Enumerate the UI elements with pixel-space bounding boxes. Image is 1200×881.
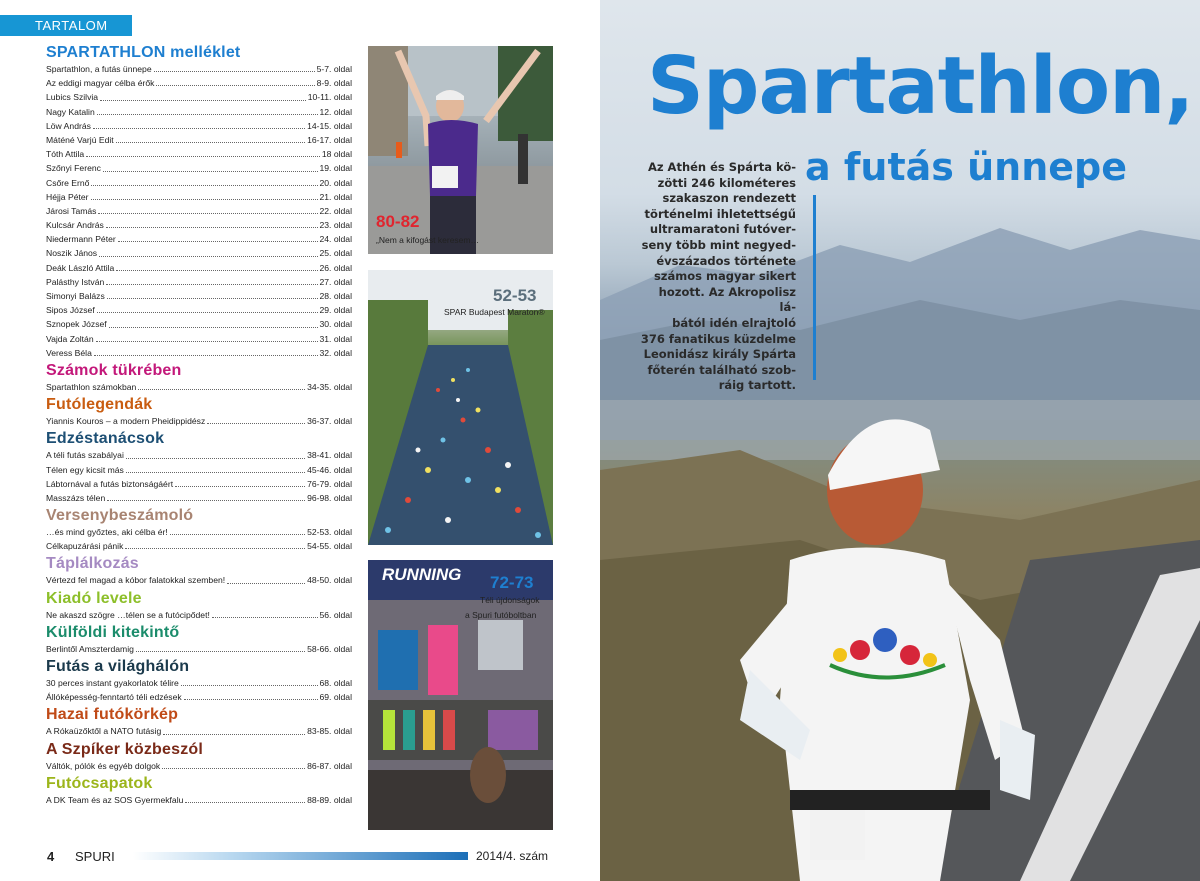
toc-entry-label: Télen egy kicsit más — [46, 464, 124, 475]
toc-dot-leader — [212, 608, 318, 618]
lead-line: szakaszon rendezett — [662, 191, 796, 206]
page-footer — [0, 846, 600, 866]
toc-entry-pages: 5-7. oldal — [316, 64, 352, 74]
toc-entry-pages: 56. oldal — [319, 609, 352, 620]
lead-line: 376 fanatikus küzdelme — [640, 331, 796, 346]
lead-line: főterén található szob- — [647, 362, 796, 377]
toc-entry-label: Masszázs télen — [46, 492, 106, 503]
toc-entry[interactable] — [46, 525, 352, 539]
article-subheadline: a futás ünnepe — [805, 145, 1128, 189]
photo-page-ref: 72-73 — [490, 573, 534, 592]
toc-entry-pages: 52-53. oldal — [307, 527, 352, 538]
toc-dot-leader — [125, 539, 305, 549]
toc-section-title: Külföldi kitekintő — [46, 623, 180, 641]
lead-line: zötti 246 kilométeres — [657, 175, 796, 190]
toc-dot-leader — [156, 76, 314, 86]
toc-section-title: Számok tükrében — [46, 361, 182, 379]
toc-entry[interactable] — [46, 246, 352, 260]
toc-entry-pages: 27. oldal — [319, 276, 352, 287]
toc-section-title: Futólegendák — [46, 396, 153, 414]
toc-entry-label: Kulcsár András — [46, 220, 104, 231]
toc-entry[interactable] — [46, 147, 352, 161]
toc-entry-label: Vajda Zoltán — [46, 333, 94, 344]
section-tab — [0, 15, 132, 36]
toc-entry[interactable] — [46, 690, 352, 704]
toc-entry[interactable] — [46, 317, 352, 331]
toc-entry[interactable] — [46, 448, 352, 462]
right-page — [600, 0, 1200, 881]
toc-dot-leader — [96, 332, 318, 342]
toc-dot-leader — [100, 90, 306, 100]
toc-entry-pages: 30. oldal — [319, 319, 352, 330]
marathon-crowd-photo — [368, 270, 553, 545]
lead-line: Leonidász király Spárta — [643, 347, 796, 362]
toc-entry[interactable] — [46, 539, 352, 553]
toc-entry-pages: 32. oldal — [319, 347, 352, 358]
toc-entry-pages: 38-41. oldal — [307, 450, 352, 461]
toc-entry-label: Tóth Attila — [46, 149, 85, 160]
toc-entry[interactable] — [46, 62, 352, 76]
toc-entry[interactable] — [46, 380, 352, 394]
runner-photo — [368, 46, 553, 254]
toc-entry[interactable] — [46, 275, 352, 289]
toc-entry-label: Noszik János — [46, 248, 98, 259]
toc-section-title: Edzéstanácsok — [46, 430, 165, 448]
toc-entry-pages: 76-79. oldal — [307, 478, 352, 489]
toc-entry-label: Állóképesség-fenntartó téli edzések — [46, 692, 182, 703]
toc-entry-pages: 22. oldal — [319, 205, 352, 216]
toc-entry-pages: 16-17. oldal — [307, 134, 352, 145]
toc-entry-label: Csőre Ernő — [46, 177, 90, 188]
running-shop-photo — [368, 560, 553, 830]
toc-dot-leader — [154, 62, 315, 72]
toc-entry-label: Szőnyi Ferenc — [46, 163, 101, 174]
toc-entry-pages: 36-37. oldal — [307, 416, 352, 427]
toc-entry-pages: 86-87. oldal — [307, 760, 352, 771]
toc-dot-leader — [97, 303, 318, 313]
toc-dot-leader — [136, 642, 305, 652]
toc-entry[interactable] — [46, 232, 352, 246]
toc-entry-pages: 58-66. oldal — [307, 643, 352, 654]
toc-entry[interactable] — [46, 573, 352, 587]
lead-line: seny több mint negyed- — [641, 237, 796, 252]
lead-line: történelmi ihletettségű — [644, 206, 796, 221]
toc-entry[interactable] — [46, 218, 352, 232]
toc-dot-leader — [91, 190, 318, 200]
toc-dot-leader — [109, 317, 318, 327]
toc-entry-label: A téli futás szabályai — [46, 450, 124, 461]
toc-entry-label: Héjja Péter — [46, 191, 89, 202]
lead-line: bától idén elrajtoló — [672, 315, 796, 330]
toc-entry[interactable] — [46, 90, 352, 104]
toc-dot-leader — [185, 793, 305, 803]
lead-line: Az Athén és Spárta kö- — [647, 160, 796, 174]
toc-entry-pages: 24. oldal — [319, 234, 352, 245]
toc-entry[interactable] — [46, 76, 352, 90]
toc-entry[interactable] — [46, 204, 352, 218]
lead-line: ráig tartott. — [718, 378, 796, 393]
toc-entry-label: 30 perces instant gyakorlatok télire — [46, 678, 179, 688]
lead-line: hozott. Az Akropolisz lá- — [658, 284, 796, 315]
toc-entry-pages: 18 oldal — [321, 149, 352, 160]
toc-dot-leader — [106, 218, 318, 228]
lead-line: számos magyar sikert — [653, 269, 796, 284]
photo-caption: SPAR Budapest Maraton® — [444, 307, 545, 317]
toc-dot-leader — [94, 346, 318, 356]
toc-dot-leader — [118, 232, 318, 242]
toc-entry-pages: 54-55. oldal — [307, 541, 352, 552]
lead-line: ultramaratoni futóver- — [649, 222, 796, 237]
toc-entry-pages: 31. oldal — [319, 333, 352, 344]
toc-section-title: A Szpíker közbeszól — [46, 740, 204, 758]
toc-dot-leader — [98, 204, 317, 214]
toc-section-title: Futócsapatok — [46, 774, 153, 792]
toc-entry-pages: 48-50. oldal — [307, 575, 352, 586]
table-of-contents — [46, 42, 352, 807]
toc-entry-pages: 10-11. oldal — [307, 92, 352, 103]
toc-entry-label: Lubics Szilvia — [46, 92, 99, 103]
toc-dot-leader — [99, 246, 317, 256]
toc-entry-pages: 96-98. oldal — [307, 492, 352, 503]
cover-photo — [600, 0, 1200, 881]
toc-entry-pages: 68. oldal — [319, 678, 352, 688]
toc-entry-label: …és mind győztes, aki célba ér! — [46, 527, 168, 538]
toc-dot-leader — [91, 176, 317, 186]
toc-dot-leader — [227, 573, 305, 583]
toc-entry-label: Váltók, pólók és egyéb dolgok — [46, 760, 161, 771]
toc-entry[interactable] — [46, 477, 352, 491]
toc-dot-leader — [181, 676, 318, 686]
issue-number: 2014/4. szám — [476, 849, 549, 863]
lead-line: évszázados története — [656, 253, 796, 268]
toc-entry-pages: 45-46. oldal — [307, 464, 352, 475]
photo-caption: Téli újdonságok — [480, 595, 540, 605]
toc-entry-label: Yiannis Kouros – a modern Pheidippidész — [46, 416, 206, 427]
toc-entry-label: Sipos József — [46, 305, 95, 316]
toc-entry-label: A Rókaüzőktől a NATO futásig — [46, 726, 162, 737]
toc-entry-label: Niedermann Péter — [46, 234, 116, 245]
toc-entry-label: Spartathlon számokban — [46, 381, 137, 392]
toc-entry-label: Simonyi Balázs — [46, 291, 105, 301]
toc-dot-leader — [138, 380, 305, 390]
toc-section-title: SPARTATHLON melléklet — [46, 44, 241, 61]
toc-entry[interactable] — [46, 332, 352, 346]
footer-gradient-bar — [133, 852, 468, 860]
toc-dot-leader — [175, 477, 305, 487]
toc-entry[interactable] — [46, 414, 352, 428]
toc-entry-label: Máténé Varjú Edit — [46, 134, 114, 145]
toc-entry-pages: 34-35. oldal — [307, 381, 352, 392]
toc-dot-leader — [170, 525, 305, 535]
toc-entry[interactable] — [46, 642, 352, 656]
toc-dot-leader — [116, 133, 305, 143]
toc-entry-pages: 12. oldal — [319, 106, 352, 117]
toc-entry-pages: 88-89. oldal — [307, 794, 352, 805]
toc-entry[interactable] — [46, 261, 352, 275]
toc-entry[interactable] — [46, 161, 352, 175]
toc-section-title: Táplálkozás — [46, 555, 139, 573]
toc-dot-leader — [162, 759, 305, 769]
article-headline: Spartathlon, — [647, 40, 1194, 132]
toc-entry[interactable] — [46, 491, 352, 505]
toc-entry-pages: 19. oldal — [319, 163, 352, 174]
toc-entry[interactable] — [46, 289, 352, 303]
toc-entry[interactable] — [46, 676, 352, 690]
toc-dot-leader — [207, 414, 305, 424]
toc-entry-pages: 21. oldal — [319, 191, 352, 202]
toc-entry-label: Az eddigi magyar célba érők — [46, 78, 155, 89]
toc-dot-leader — [97, 105, 318, 115]
toc-entry-label: Járosi Tamás — [46, 205, 97, 216]
article-lead — [640, 160, 796, 394]
toc-entry-label: Ne akaszd szögre …télen se a futócipődet! — [46, 609, 210, 620]
toc-entry[interactable] — [46, 793, 352, 807]
toc-entry-pages: 20. oldal — [319, 177, 352, 188]
toc-entry[interactable] — [46, 724, 352, 738]
toc-entry[interactable] — [46, 176, 352, 190]
toc-entry[interactable] — [46, 463, 352, 477]
toc-dot-leader — [126, 448, 305, 458]
toc-entry-pages: 83-85. oldal — [307, 726, 352, 737]
toc-section-title: Hazai futókörkép — [46, 706, 179, 724]
toc-entry-pages: 29. oldal — [319, 305, 352, 316]
toc-dot-leader — [103, 161, 318, 171]
page-number: 4 — [47, 849, 55, 864]
toc-section-title: Futás a világhálón — [46, 658, 190, 675]
toc-entry-label: Palásthy István — [46, 276, 105, 287]
toc-entry-pages: 23. oldal — [319, 220, 352, 231]
toc-entry-pages: 28. oldal — [319, 291, 352, 301]
toc-entry[interactable] — [46, 133, 352, 147]
toc-entry-label: Löw András — [46, 120, 91, 131]
toc-entry[interactable] — [46, 346, 352, 360]
toc-entry-label: Sznopek József — [46, 319, 107, 330]
photo-page-ref: 52-53 — [493, 286, 537, 305]
toc-entry-label: A DK Team és az SOS Gyermekfalu — [46, 794, 184, 805]
toc-dot-leader — [107, 491, 305, 501]
toc-entry-label: Berlintől Amszterdamig — [46, 643, 134, 654]
toc-entry-pages: 26. oldal — [319, 262, 352, 273]
toc-entry-pages: 25. oldal — [319, 248, 352, 259]
toc-dot-leader — [86, 147, 320, 157]
photo-caption: a Spuri futóboltban — [465, 610, 537, 620]
toc-entry-label: Célkapuzárási pánik — [46, 541, 124, 552]
toc-entry-label: Deák László Attila — [46, 262, 115, 273]
toc-dot-leader — [116, 261, 317, 271]
photo-caption: „Nem a kifogást keresem… — [376, 235, 479, 245]
toc-section-title: Kiadó levele — [46, 589, 142, 607]
toc-entry-label: Nagy Katalin — [46, 106, 95, 117]
toc-dot-leader — [126, 463, 305, 473]
toc-entry-label: Spartathlon, a futás ünnepe — [46, 64, 152, 74]
toc-dot-leader — [106, 275, 317, 285]
toc-dot-leader — [184, 690, 318, 700]
toc-entry[interactable] — [46, 119, 352, 133]
toc-entry-pages: 69. oldal — [319, 692, 352, 703]
accent-rule — [813, 195, 816, 380]
magazine-name: SPURI — [75, 849, 115, 864]
photo-page-ref: 80-82 — [376, 212, 420, 231]
toc-entry-label: Lábtornával a futás biztonságáért — [46, 478, 174, 489]
toc-entry[interactable] — [46, 303, 352, 317]
toc-entry-label: Veress Béla — [46, 347, 92, 358]
toc-dot-leader — [107, 289, 318, 299]
toc-entry-pages: 8-9. oldal — [316, 78, 352, 89]
toc-entry[interactable] — [46, 759, 352, 773]
toc-dot-leader — [93, 119, 305, 129]
toc-entry-pages: 14-15. oldal — [307, 120, 352, 131]
toc-section-title: Versenybeszámoló — [46, 507, 194, 525]
toc-entry[interactable] — [46, 608, 352, 622]
running-sign: RUNNING — [382, 565, 462, 584]
toc-entry[interactable] — [46, 105, 352, 119]
toc-entry-label: Vértezd fel magad a kóbor falatokkal szemben! — [46, 575, 226, 586]
toc-dot-leader — [163, 724, 305, 734]
toc-entry[interactable] — [46, 190, 352, 204]
section-tab-label: TARTALOM — [35, 18, 108, 33]
